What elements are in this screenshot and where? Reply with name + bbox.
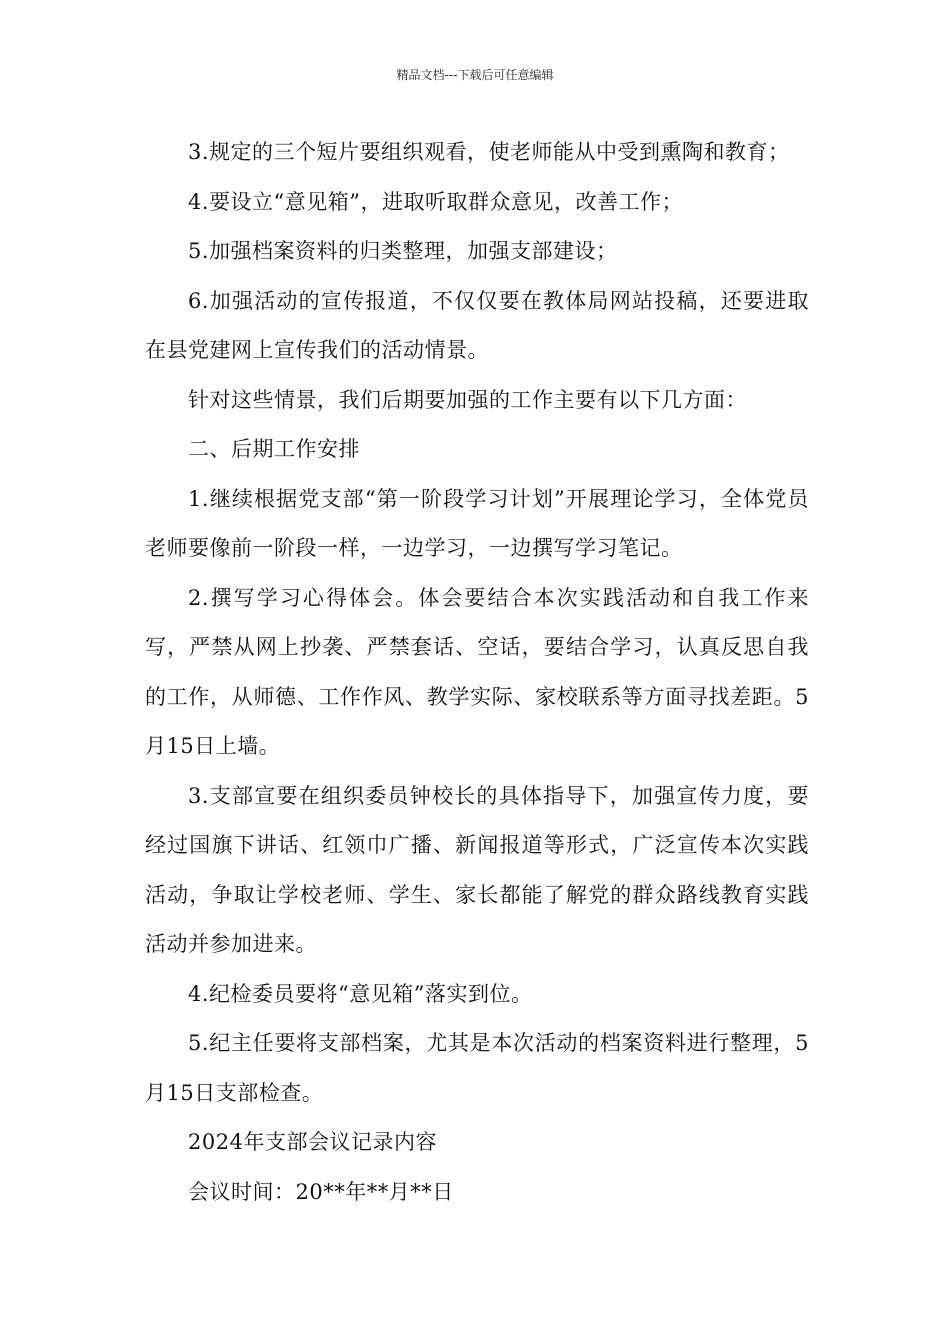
paragraph: 针对这些情景，我们后期要加强的工作主要有以下几方面： bbox=[188, 387, 747, 412]
meeting-time: 会议时间：20**年**月**日 bbox=[188, 1179, 454, 1204]
page-header: 精品文档---下载后可任意编辑 bbox=[396, 68, 554, 82]
paragraph: 2.撰写学习心得体会。体会要结合本次实践活动和自我工作来写，严禁从网上抄袭、严禁套话、空话，要结合学习，认真反思自我的工作，从师德、工作作风、教学实际、家校联系等方面寻找差距。5月15日上墙。 bbox=[145, 585, 809, 758]
paragraph: 1.继续根据党支部“第一阶段学习计划”开展理论学习，全体党员老师要像前一阶段一样，一边学习，一边撰写学习笔记。 bbox=[145, 486, 809, 560]
paragraph: 4.要设立“意见箱”，进取听取群众意见，改善工作； bbox=[188, 189, 684, 214]
paragraph: 4.纪检委员要将“意见箱”落实到位。 bbox=[188, 981, 533, 1006]
paragraph: 5.纪主任要将支部档案，尤其是本次活动的档案资料进行整理，5月15日支部检查。 bbox=[145, 1031, 809, 1105]
paragraph: 6.加强活动的宣传报道，不仅仅要在教体局网站投稿，还要进取在县党建网上宣传我们的活动情景。 bbox=[145, 288, 809, 362]
paragraph: 5.加强档案资料的归类整理，加强支部建设； bbox=[188, 239, 618, 263]
section-title: 2024年支部会议记录内容 bbox=[188, 1130, 437, 1154]
document-body bbox=[145, 128, 809, 1217]
paragraph: 3.支部宣要在组织委员钟校长的具体指导下，加强宣传力度，要经过国旗下讲话、红领巾广播、新闻报道等形式，广泛宣传本次实践活动，争取让学校老师、学生、家长都能了解党的群众路线教育实践活动并参加进来。 bbox=[145, 783, 809, 956]
paragraph: 3.规定的三个短片要组织观看，使老师能从中受到熏陶和教育； bbox=[188, 140, 790, 164]
section-heading: 二、后期工作安排 bbox=[188, 437, 360, 461]
